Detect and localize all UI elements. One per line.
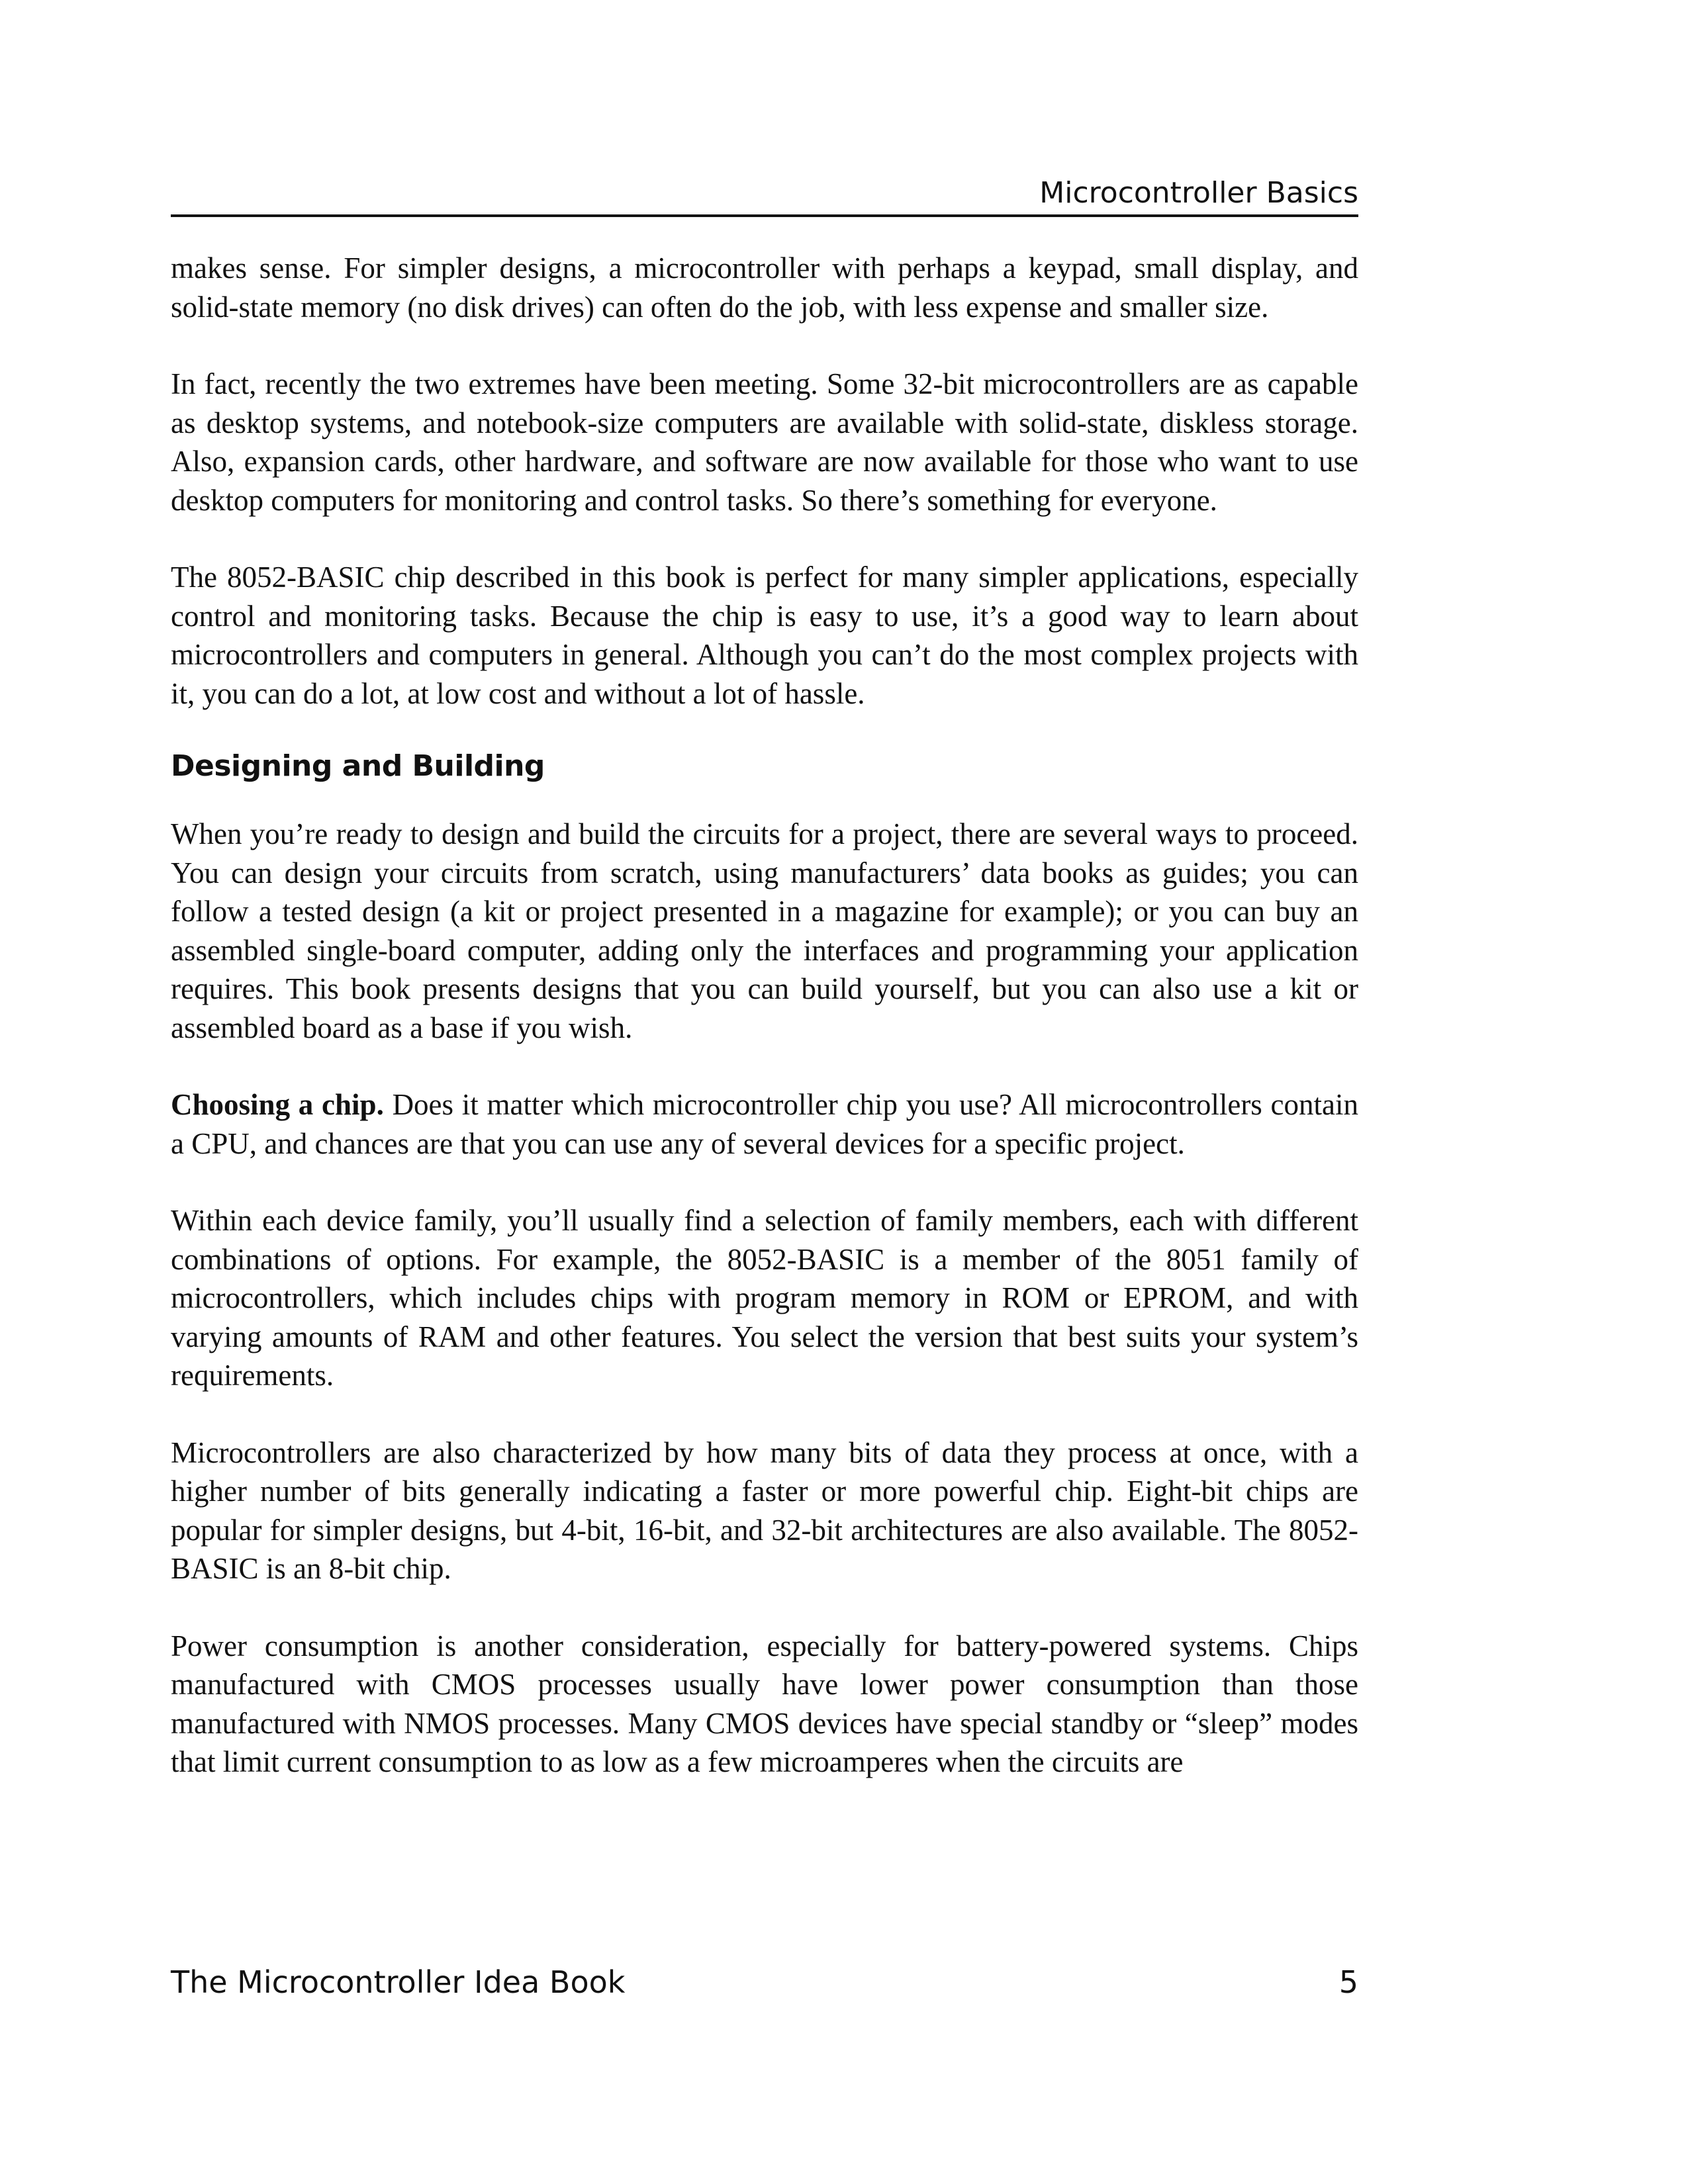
page-body — [171, 249, 1358, 1820]
paragraph-device-family: Within each device family, you’ll usually find a selection of family members, each with different combinations of options. For example, the 8052-BASIC is a member of the 8051 family of microcontrollers, which includes chips with program memory in ROM or EPROM, and with varying amounts of RAM and other features. You select the version that best suits your system’s requirements. — [171, 1204, 1358, 1392]
footer-book-title: The Microcontroller Idea Book — [171, 1964, 626, 2000]
header-rule — [171, 214, 1358, 217]
running-footer — [171, 1959, 1358, 2005]
paragraph-two-extremes: In fact, recently the two extremes have been meeting. Some 32-bit microcontrollers are as capable as desktop systems, and notebook-size computers are available with solid-state, diskless storage. Also, expansion cards, other hardware, and software are now available for those who want to use desktop computers for monitoring and control tasks. So there’s something for everyone. — [171, 367, 1358, 517]
paragraph-8052-basic-chip: The 8052-BASIC chip described in this book is perfect for many simpler applications, especially control and monitoring tasks. Because the chip is easy to use, it’s a good way to learn about microcontrollers and computers in general. Although you can’t do the most complex projects with it, you can do a lot, at low cost and without a lot of hassle. — [171, 561, 1358, 710]
run-in-heading-choosing-a-chip: Choosing a chip. — [171, 1088, 384, 1121]
running-header: Microcontroller Basics — [1039, 176, 1358, 210]
choosing-a-chip-text: Does it matter which microcontroller chip you use? All microcontrollers contain a CPU, and chances are that you can use any of several devices for a specific project. — [171, 1088, 1358, 1160]
paragraph-choosing-a-chip — [171, 1085, 1358, 1163]
paragraph-power-consumption: Power consumption is another consideration, especially for battery-powered systems. Chips manufactured with CMOS processes usually have lower power consumption than those manufactured with NMOS processes. Many CMOS devices have special standby or “sleep” modes that limit current consumption to as low as a few microamperes when the circuits are — [171, 1629, 1358, 1778]
paragraph-bits-of-data: Microcontrollers are also characterized by how many bits of data they process at once, with a higher number of bits generally indicating a faster or more powerful chip. Eight-bit chips are popular for simpler designs, but 4-bit, 16-bit, and 32-bit architectures are also available. The 8052-BASIC is an 8-bit chip. — [171, 1435, 1358, 1585]
page-number: 5 — [1338, 1964, 1358, 2000]
paragraph-design-and-build: When you’re ready to design and build the circuits for a project, there are several ways to proceed. You can design your circuits from scratch, using manufacturers’ data books as guides; you can follow a tested design (a kit or project presented in a magazine for example); or you can buy an assembled single-board computer, adding only the interfaces and programming your application requires. This book presents designs that you can build yourself, but you can also use a kit or assembled board as a base if you wish. — [171, 817, 1358, 1044]
section-heading-designing-and-building: Designing and Building — [171, 749, 545, 783]
paragraph-makes-sense: makes sense. For simpler designs, a microcontroller with perhaps a keypad, small display, and solid-state memory (no disk drives) can often do the job, with less expense and smaller size. — [171, 251, 1358, 324]
